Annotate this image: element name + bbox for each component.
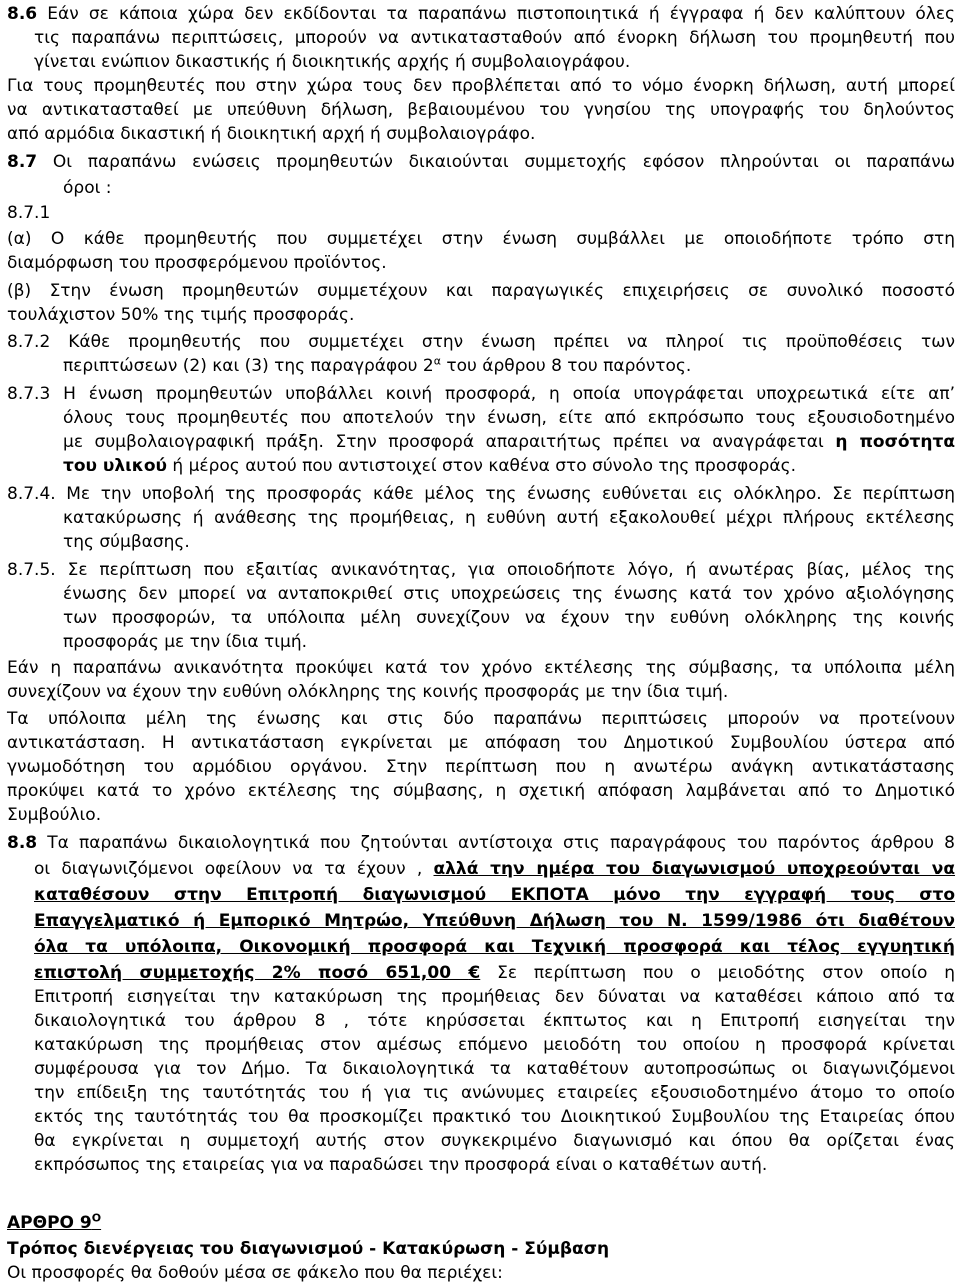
- paragraph-8-7-5-line: των προσφορών, τα υπόλοιπα μέλη συνεχίζουν να έχουν την ευθύνη ολόκληρης της κοινής: [63, 608, 955, 628]
- paragraph-8-6-line: τις παραπάνω περιπτώσεις, μπορούν να αντικατασταθούν από ένορκη δήλωση του προμηθευτή που: [34, 28, 955, 48]
- euro-sign: €: [468, 963, 481, 983]
- paragraph-8-7-2-line: περιπτώσεων (2) και (3) της παραγράφου $2^\alpha$ του άρθρου 8 του παρόντος.: [63, 354, 692, 376]
- paragraph-8-8-line: θα εγκρίνεται η συμμετοχή αυτής στον συγκεκριμένο διαγωνισμό και όπου θα ορίζεται ένας: [34, 1131, 955, 1151]
- section-number: 8.7: [7, 152, 38, 172]
- article-intro: Οι προσφορές θα δοθούν μέσα σε φάκελο που θα περιέχει:: [7, 1263, 503, 1283]
- paragraph-8-7-5-line: ένωσης δεν μπορεί να ανταποκριθεί στις υποχρεώσεις της ένωσης κατά τον χρόνο αξιολόγησης: [63, 584, 955, 604]
- paragraph-8-8-line: εκτός της ταυτότητάς του θα προσκομίζει πρακτικό του Διοικητικού Συμβουλίου της Εταιρείας όπου: [34, 1107, 955, 1127]
- paragraph-8-6-line: να αντικατασταθεί με υπεύθυνη δήλωση, βεβαιουμένου του γνησίου της υπογραφής του δηλούντος: [7, 100, 955, 120]
- paragraph-8-7-5-line: 8.7.5. Σε περίπτωση που εξαιτίας ανικανότητας, για οποιοδήποτε λόγο, ή ανωτέρας βίας, μέλος της: [7, 560, 955, 580]
- paragraph-replacement-line: Τα υπόλοιπα μέλη της ένωσης και στις δύο παραπάνω περιπτώσεις μπορούν να προτείνουν: [7, 709, 955, 729]
- paragraph-8-8-line: όλα τα υπόλοιπα, Οικονομική προσφορά και Τεχνική προσφορά και τέλος εγγυητική: [34, 937, 955, 957]
- paragraph-8-8-line: κατακύρωση της προμήθειας στον αμέσως επόμενο μειοδότη του οποίου η προσφορά κρίνεται: [34, 1035, 955, 1055]
- article-subtitle: Τρόπος διενέργειας του διαγωνισμού - Κατακύρωση - Σύμβαση: [7, 1239, 610, 1259]
- paragraph-replacement-line: αντικατάσταση. Η αντικατάσταση εγκρίνεται με απόφαση του Δημοτικού Συμβουλίου ύστερα από: [7, 733, 955, 753]
- paragraph-8-6-line: από αρμόδια δικαστική ή διοικητική αρχή ή συμβολαιογράφο.: [7, 124, 536, 144]
- paragraph-8-7-3-line: 8.7.3 Η ένωση προμηθευτών υποβάλλει κοινή προσφορά, η οποία υπογράφεται υποχρεωτικά είτε απ’: [7, 384, 955, 404]
- paragraph-8-7-4-line: 8.7.4. Με την υποβολή της προσφοράς κάθε μέλος της ένωσης ευθύνεται εις ολόκληρο. Σε περίπτωση: [7, 484, 955, 504]
- paragraph-8-7-1-line: (β) Στην ένωση προμηθευτών συμμετέχουν και παραγωγικές επιχειρήσεις σε συνολικό ποσοστό: [7, 281, 955, 301]
- paragraph-8-7-4-line: κατακύρωσης ή ανάθεσης της προμήθειας, η ευθύνη αυτή εξακολουθεί μέχρι πλήρους εκτέλεσης: [63, 508, 955, 528]
- paragraph-8-8-line: οι διαγωνιζόμενοι οφείλουν να τα έχουν , αλλά την ημέρα του διαγωνισμού υποχρεούνται να: [34, 859, 956, 879]
- paragraph-8-8-line: επιστολή συμμετοχής 2% ποσό 651,00 € Σε περίπτωση που ο μειοδότης στον οποίο η: [34, 963, 955, 983]
- paragraph-8-7-4-line: της σύμβασης.: [63, 532, 190, 552]
- paragraph-incapacity-line: Εάν η παραπάνω ανικανότητα προκύψει κατά τον χρόνο εκτέλεσης της σύμβασης, τα υπόλοιπα μέλη: [7, 658, 955, 678]
- paragraph-8-8-line: συμφέρουσα για τον Δήμο. Τα δικαιολογητικά τα καταθέτουν αυτοπροσώπως οι διαγωνιζόμενοι: [34, 1059, 955, 1079]
- paragraph-8-7-1-line: τουλάχιστον 50% της τιμής προσφοράς.: [7, 305, 355, 325]
- section-number: 8.6: [7, 4, 38, 24]
- paragraph-replacement-line: γνωμοδότηση του αρμόδιου οργάνου. Στην περίπτωση που η ανωτέρω ανάγκη αντικατάστασης: [7, 757, 955, 777]
- paragraph-8-7-2-line: 8.7.2 Κάθε προμηθευτής που συμμετέχει στην ένωση πρέπει να πληροί τις προϋποθέσεις των: [7, 332, 955, 352]
- paragraph-8-8-line: 8.8 Τα παραπάνω δικαιολογητικά που ζητούνται αντίστοιχα στις παραγράφους του παρόντος άρθρου 8: [7, 833, 955, 853]
- paragraph-8-7-5-line: προσφοράς με την ίδια τιμή.: [63, 632, 308, 652]
- paragraph-8-8-line: Επαγγελματικό ή Εμπορικό Μητρώο, Υπεύθυνη Δήλωση του Ν. 1599/1986 ότι διαθέτουν: [34, 911, 955, 931]
- section-number: 8.7.1: [7, 203, 51, 223]
- article-heading: ΑΡΘΡΟ $9^O$: [7, 1211, 102, 1233]
- paragraph-8-7-line: όροι :: [63, 178, 112, 198]
- paragraph-8-7-line: 8.7 Οι παραπάνω ενώσεις προμηθευτών δικαιούνται συμμετοχής εφόσον πληρούνται οι παραπάνω: [7, 152, 955, 172]
- paragraph-8-6-line: Για τους προμηθευτές που στην χώρα τους δεν προβλέπεται από το νόμο ένορκη δήλωση, αυτή μπορεί: [7, 76, 955, 96]
- paragraph-8-7-3-line: του υλικού ή μέρος αυτού που αντιστοιχεί στον καθένα στο σύνολο της προσφοράς.: [63, 456, 797, 476]
- paragraph-8-8-line: καταθέσουν στην Επιτροπή διαγωνισμού ΕΚΠΟΤΑ μόνο την εγγραφή τους στο: [34, 885, 955, 905]
- paragraph-8-7-3-line: όλους τους προμηθευτές που αποτελούν την ένωση, είτε από εκπρόσωπο τους εξουσιοδοτημένο: [63, 408, 955, 428]
- paragraph-replacement-line: προκύψει κατά το χρόνο εκτέλεσης της σύμβασης, η σχετική απόφαση λαμβάνεται από το Δημοτικό: [7, 781, 955, 801]
- paragraph-8-7-1-line: (α) Ο κάθε προμηθευτής που συμμετέχει στην ένωση συμβάλλει με οποιοδήποτε τρόπο στη: [7, 229, 955, 249]
- paragraph-8-8-line: δικαιολογητικά του άρθρου 8 , τότε κηρύσσεται έκπτωτος και η Επιτροπή εισηγείται την: [34, 1011, 955, 1031]
- paragraph-8-8-line: εκπρόσωπος της εταιρείας για να παραδώσει την προσφορά είναι ο καταθέτων αυτή.: [34, 1155, 768, 1175]
- paragraph-8-8-line: Επιτροπή εισηγείται την κατακύρωση της προμήθειας δεν δύναται να καταθέσει κάποιο από τα: [34, 987, 955, 1007]
- paragraph-8-6-line: γίνεται ενώπιον δικαστικής ή διοικητικής αρχής ή συμβολαιογράφου.: [34, 52, 631, 72]
- paragraph-8-7-1-line: διαμόρφωση του προσφερόμενου προϊόντος.: [7, 253, 387, 273]
- paragraph-8-7-3-line: με συμβολαιογραφική πράξη. Στην προσφορά απαραιτήτως πρέπει να αναγράφεται η ποσότητα: [63, 432, 956, 452]
- paragraph-8-8-line: την επίδειξη της ταυτότητάς του ή για τις ανώνυμες εταιρείες εξουσιοδοτημένο άτομο το οποίο: [34, 1083, 955, 1103]
- section-number: 8.8: [7, 833, 38, 853]
- paragraph-incapacity-line: συνεχίζουν να έχουν την ευθύνη ολόκληρης της κοινής προσφοράς με την ίδια τιμή.: [7, 682, 729, 702]
- paragraph-replacement-line: Συμβούλιο.: [7, 805, 102, 825]
- paragraph-8-6-line: 8.6 Εάν σε κάποια χώρα δεν εκδίδονται τα παραπάνω πιστοποιητικά ή έγγραφα ή δεν καλύπτουν όλες: [7, 4, 955, 24]
